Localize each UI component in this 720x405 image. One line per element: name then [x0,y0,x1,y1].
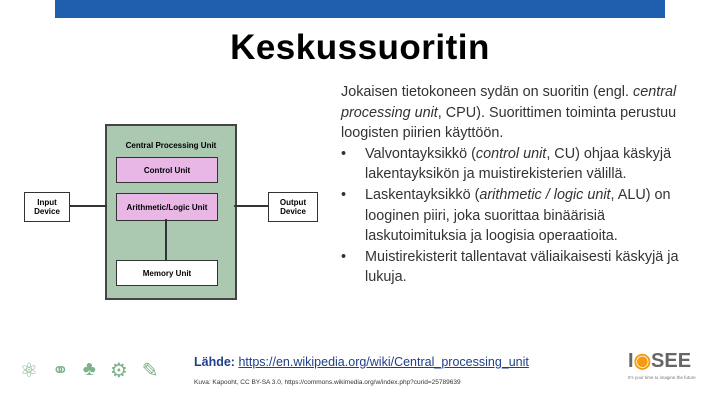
output-device-box [268,192,318,222]
bullet-list [341,144,681,288]
atom-icon: ⚛ [20,360,38,382]
network-icon: ⚭ [51,360,69,382]
logo-dot-icon: ◉ [633,350,652,372]
memory-connector [165,219,167,260]
bullet-item: • Laskentayksikkö (arithmetic / logic unit, ALU) on looginen piiri, joka suorittaa binäärisiä laskutoimituksia ja loogisia operaatioita. [341,186,671,245]
gear-icon: ⚙ [109,360,128,382]
cpu-label: Central Processing Unit [125,141,217,150]
source-line [194,355,529,369]
memory-unit-box [116,260,218,286]
alu-box [116,193,218,221]
chart-icon: ✎ [141,360,159,382]
intro-paragraph: Jokaisen tietokoneen sydän on suoritin (engl. central processing unit, CPU). Suorittimen toiminta perustuu loogisten piirien käyttöön. [341,84,677,142]
logo-tagline: It's your time to imagine the future [628,375,696,380]
input-connector [69,205,107,207]
memory-unit-label: Memory Unit [142,268,192,278]
source-label: Lähde: [194,355,239,369]
isee-logo: I◉SEE It's your time to imagine the future [628,348,698,393]
footer-icons [20,358,159,383]
input-device-box [24,192,70,222]
body-text [341,82,681,288]
bullet-item: • Muistirekisterit tallentavat väliaikaisesti käskyjä ja lukuja. [341,248,679,286]
slide-title: Keskussuoritin [230,28,490,67]
bullet-item: • Valvontayksikkö (control unit, CU) ohjaa käskyjä lakentayksikön ja muistirekisterien välillä. [341,145,672,183]
control-unit-label: Control Unit [143,165,191,175]
image-credit: Kuva: Kapooht, CC BY-SA 3.0, https://commons.wikimedia.org/w/index.php?curid=25789639 [194,379,461,386]
top-bar [55,0,665,18]
tree-icon: ♣ [82,358,96,380]
source-link[interactable]: https://en.wikipedia.org/wiki/Central_processing_unit [238,355,529,369]
output-device-label: Output Device [279,198,307,216]
output-connector [234,205,268,207]
control-unit-box [116,157,218,183]
alu-label: Arithmetic/Logic Unit [126,202,208,212]
input-device-label: Input Device [34,198,60,216]
